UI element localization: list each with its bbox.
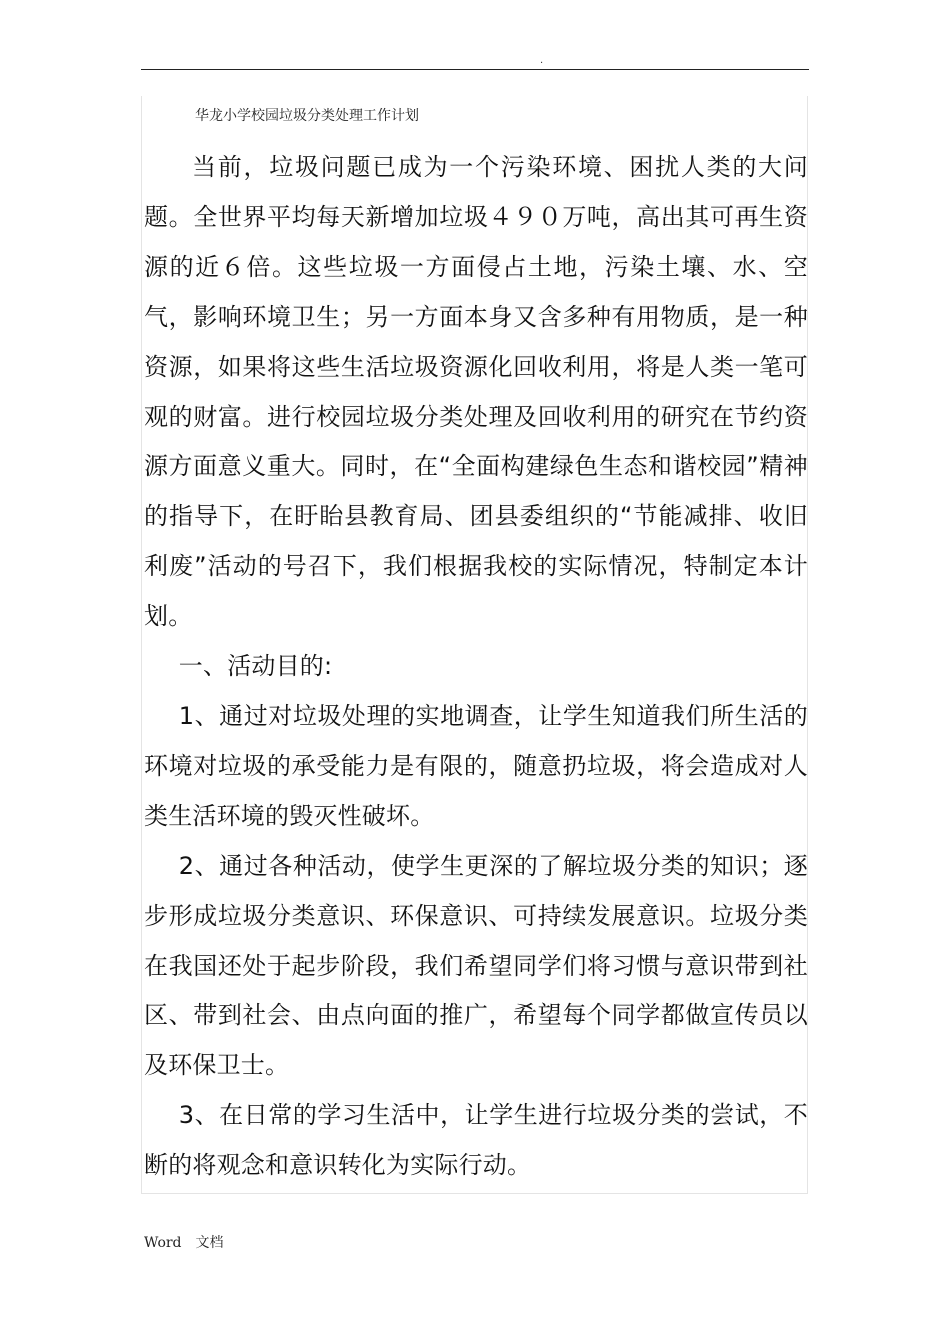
goal-item-2: 2、通过各种活动，使学生更深的了解垃圾分类的知识；逐步形成垃圾分类意识、环保意识、可持续发展意识。垃圾分类在我国还处于起步阶段，我们希望同学们将习惯与意识带到社区、带到社会、由点向面的推广，希望每个同学都做宣传员以及环保卫士。: [144, 851, 808, 1080]
goal-item-3: 3、在日常的学习生活中，让学生进行垃圾分类的尝试，不断的将观念和意识转化为实际行动。: [144, 1101, 808, 1180]
intro-paragraph: 当前，垃圾问题已成为一个污染环境、困扰人类的大问题。全世界平均每天新增加垃圾４９０万吨，高出其可再生资源的近６倍。这些垃圾一方面侵占土地，污染土壤、水、空气，影响环境卫生；另一方面本身又含多种有用物质，是一种资源，如果将这些生活垃圾资源化回收利用，将是人类一笔可观的财富。进行校园垃圾分类处理及回收利用的研究在节约资源方面意义重大。同时，在“全面构建绿色生态和谐校园”精神的指导下，在盱眙县教育局、团县委组织的“节能减排、收旧利废”活动的号召下，我们根据我校的实际情况，特制定本计划。: [144, 153, 808, 631]
page-footer: [144, 1234, 224, 1252]
footer-label: 文档: [195, 1235, 224, 1251]
header-dot: .: [540, 55, 544, 66]
header-rule: [141, 69, 809, 70]
document-title: 华龙小学校园垃圾分类处理工作计划: [195, 108, 419, 124]
goal-item-1: 1、通过对垃圾处理的实地调查，让学生知道我们所生活的环境对垃圾的承受能力是有限的，随意扔垃圾，将会造成对人类生活环境的毁灭性破坏。: [144, 701, 808, 830]
document-body: [144, 143, 808, 1191]
section-heading-goals: 一、活动目的:: [178, 652, 333, 681]
footer-app-name: Word: [144, 1235, 182, 1251]
